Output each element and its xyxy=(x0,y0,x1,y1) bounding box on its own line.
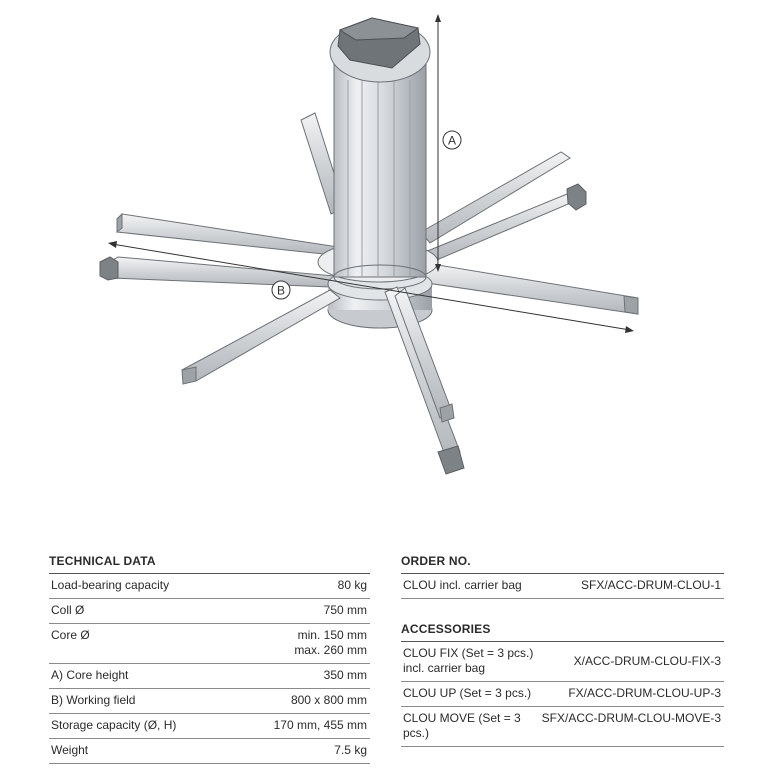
accessory-code: X/ACC-DRUM-CLOU-FIX-3 xyxy=(573,654,721,668)
table-row xyxy=(49,664,370,689)
accessory-code: SFX/ACC-DRUM-CLOU-MOVE-3 xyxy=(541,711,721,725)
center-column xyxy=(330,18,430,289)
spec-label: Storage capacity (Ø, H) xyxy=(51,718,177,732)
order-code: SFX/ACC-DRUM-CLOU-1 xyxy=(580,578,721,592)
spec-label: Weight xyxy=(51,743,89,757)
accessory-label-line: CLOU FIX (Set = 3 pcs.) xyxy=(403,646,534,660)
spec-value: 170 mm, 455 mm xyxy=(273,718,367,732)
table-row xyxy=(49,689,370,714)
table-row xyxy=(401,707,724,747)
arm-right-lower xyxy=(418,263,638,314)
table-row xyxy=(49,714,370,739)
table-row xyxy=(401,682,724,707)
accessories-table xyxy=(401,622,724,747)
technical-data-heading: TECHNICAL DATA xyxy=(49,554,370,574)
spec-label: B) Working field xyxy=(51,693,136,707)
table-row xyxy=(401,574,724,599)
spec-value: 750 mm xyxy=(323,603,367,617)
accessory-label-line: incl. carrier bag xyxy=(403,661,486,675)
arm-left-upper xyxy=(117,214,338,255)
table-row xyxy=(49,574,370,599)
order-label: CLOU incl. carrier bag xyxy=(403,578,522,592)
spec-label: A) Core height xyxy=(51,668,129,682)
table-row xyxy=(49,739,370,764)
table-row xyxy=(49,624,370,664)
accessory-label xyxy=(403,646,574,676)
spec-value-line: max. 260 mm xyxy=(294,643,367,657)
accessories-heading: ACCESSORIES xyxy=(401,622,724,642)
spec-value: 80 kg xyxy=(337,578,367,592)
spec-label: Core Ø xyxy=(51,628,90,642)
spec-value: 350 mm xyxy=(323,668,367,682)
spec-value-line: min. 150 mm xyxy=(297,628,367,642)
table-row xyxy=(401,642,724,682)
spec-label: Load-bearing capacity xyxy=(51,578,170,592)
spec-value: 7.5 kg xyxy=(334,743,367,757)
accessory-label: CLOU MOVE (Set = 3 pcs.) xyxy=(403,711,521,740)
spec-label: Coll Ø xyxy=(51,603,85,617)
spec-value xyxy=(294,628,367,658)
dimension-b-label: B xyxy=(276,283,286,298)
order-number-heading: ORDER NO. xyxy=(401,554,724,574)
arm-front-left xyxy=(182,290,340,384)
order-number-table xyxy=(401,554,724,599)
table-row xyxy=(49,599,370,624)
accessory-code: FX/ACC-DRUM-CLOU-UP-3 xyxy=(568,686,721,700)
technical-data-table xyxy=(49,554,370,764)
spec-value: 800 x 800 mm xyxy=(290,693,367,707)
accessory-label: CLOU UP (Set = 3 pcs.) xyxy=(403,686,532,700)
dimension-a-label: A xyxy=(447,133,457,148)
product-illustration xyxy=(60,0,700,500)
